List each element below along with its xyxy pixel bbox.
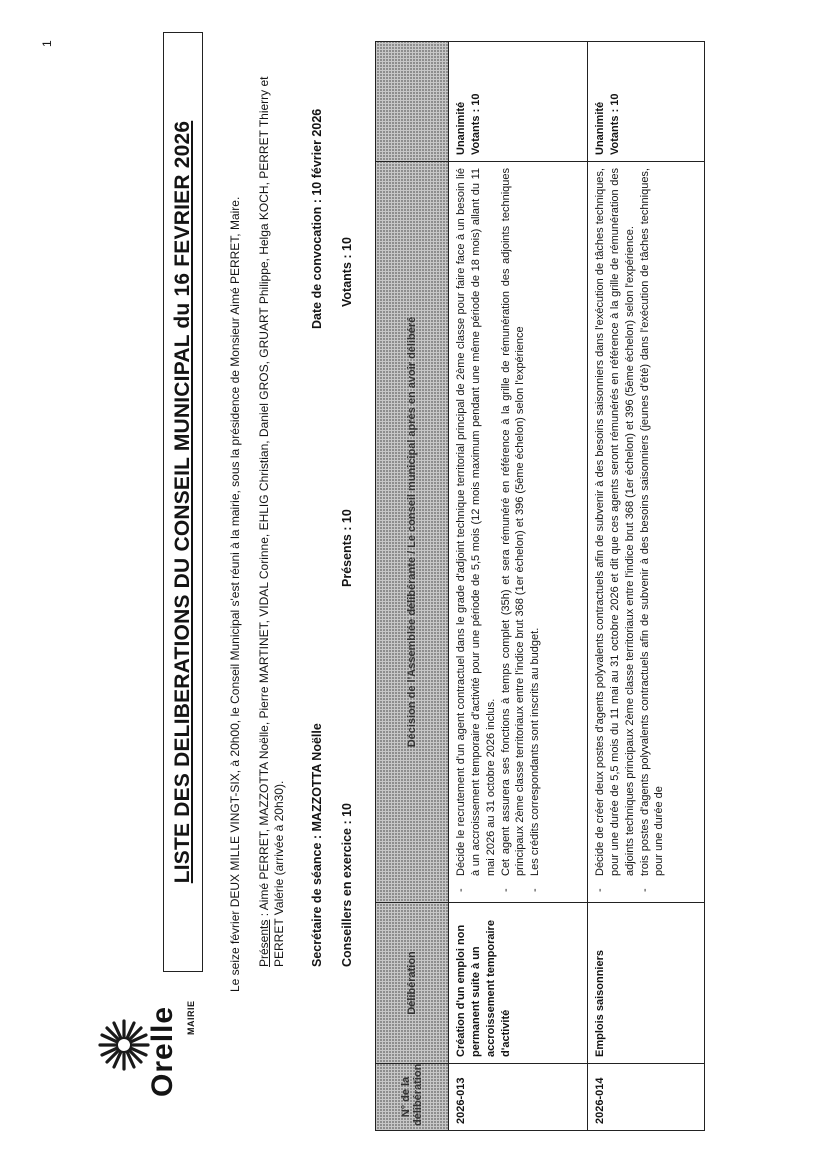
presents-label: Présents	[257, 919, 271, 967]
decision-item: - Les crédits correspondants sont inscrits au budget.	[528, 168, 543, 876]
conseillers-exercice: Conseillers en exercice : 10	[340, 803, 354, 967]
presents-names: : Aimé PERRET, MAZZOTTA Noëlle, Pierre MARTINET, VIDAL Corinne, EHLIG Christian, Daniel GROS, GRUART Philippe, Helga KOCH, PERRET Thierry et PERRET Valérie (arrivée à 20h30).	[257, 76, 286, 967]
table-row	[588, 42, 705, 1131]
vote-result: Unanimité	[594, 101, 606, 155]
presents-paragraph	[257, 47, 287, 967]
header-decision: Décision de l'Assemblée délibérante / Le conseil municipal après en avoir délibéré	[376, 162, 449, 903]
header-vote	[376, 42, 449, 162]
decision-item: - Décide de créer deux postes d'agents polyvalents contractuels afin de subvenir à des besoins saisonniers dans l'exécution de tâches techniques, pour une durée de 5,5 mois du 11 mai au 31 octobre 2026 et dit que ces agents seront rémunérés en référence à la grille de rémunération des adjoints techniques principaux 2ème classe territoriaux entre l'indice brut 368 (1er échelon) et 396 (5ème échelon) selon l'expérience.	[593, 168, 638, 876]
intro-paragraph: Le seize février DEUX MILLE VINGT-SIX, à 20h00, le Conseil Municipal s'est réuni à la mairie, sous la présidence de Monsieur Aimé PERRET, Maire.	[228, 196, 242, 992]
decision-item: - Cet agent assurera ses fonctions à temps complet (35h) et sera rémunéré en référence à la grille de rémunération des adjoints techniques principaux 2ème classe territoriaux entre l'indice brut 368 (1er échelon) et 396 (5ème échelon) selon l'expérience	[499, 168, 529, 876]
page-title: LISTE DES DELIBERATIONS DU CONSEIL MUNICIPAL du 16 FEVRIER 2026	[171, 120, 194, 884]
table-row	[449, 42, 588, 1131]
row-decisions	[588, 162, 705, 903]
table-header-row	[376, 42, 449, 1131]
presents-count: Présents : 10	[340, 509, 354, 587]
snowflake-flower-icon	[96, 1017, 152, 1073]
row-decisions	[449, 162, 588, 903]
secretaire-seance: Secrétaire de séance : MAZZOTTA Noëlle	[310, 723, 324, 967]
title-box	[163, 32, 203, 972]
decision-item: - Décide le recrutement d'un agent contractuel dans le grade d'adjoint technique territorial principal de 2ème classe pour faire face à un besoin lié à un accroissement temporaire d'activité pour une période de 5,5 mois (12 mois maximum pendant une même période de 18 mois) allant du 11 mai 2026 au 31 octobre 2026 inclus.	[454, 168, 499, 876]
vote-votants: Votants : 10	[608, 93, 621, 155]
header-num: N° de la délibération	[376, 1064, 449, 1131]
logo-name: Orelle	[146, 1005, 179, 1097]
row-number: 2026-013	[449, 1064, 588, 1131]
decision-item: - trois postes d'agents polyvalents contractuels afin de subvenir à des besoins saisonniers (jeunes d'été) dans l'exécution de tâches techniques, pour une durée de	[638, 168, 668, 876]
votants-count: Votants : 10	[340, 237, 354, 307]
row-title: Création d'un emploi non permanent suite à un accroissement temporaire d'activité	[449, 903, 588, 1064]
vote-votants: Votants : 10	[469, 93, 482, 155]
deliberations-table	[375, 41, 705, 1131]
header-deliberation: Délibération	[376, 903, 449, 1064]
row-vote	[588, 42, 705, 162]
page-number: 1	[40, 40, 54, 47]
logo-subtitle: MAIRIE	[186, 1000, 196, 1035]
row-vote	[449, 42, 588, 162]
date-convocation: Date de convocation : 10 février 2026	[310, 108, 324, 329]
vote-result: Unanimité	[455, 101, 467, 155]
row-number: 2026-014	[588, 1064, 705, 1131]
row-title: Emplois saisonniers	[588, 903, 705, 1064]
mairie-logo	[96, 977, 206, 1097]
